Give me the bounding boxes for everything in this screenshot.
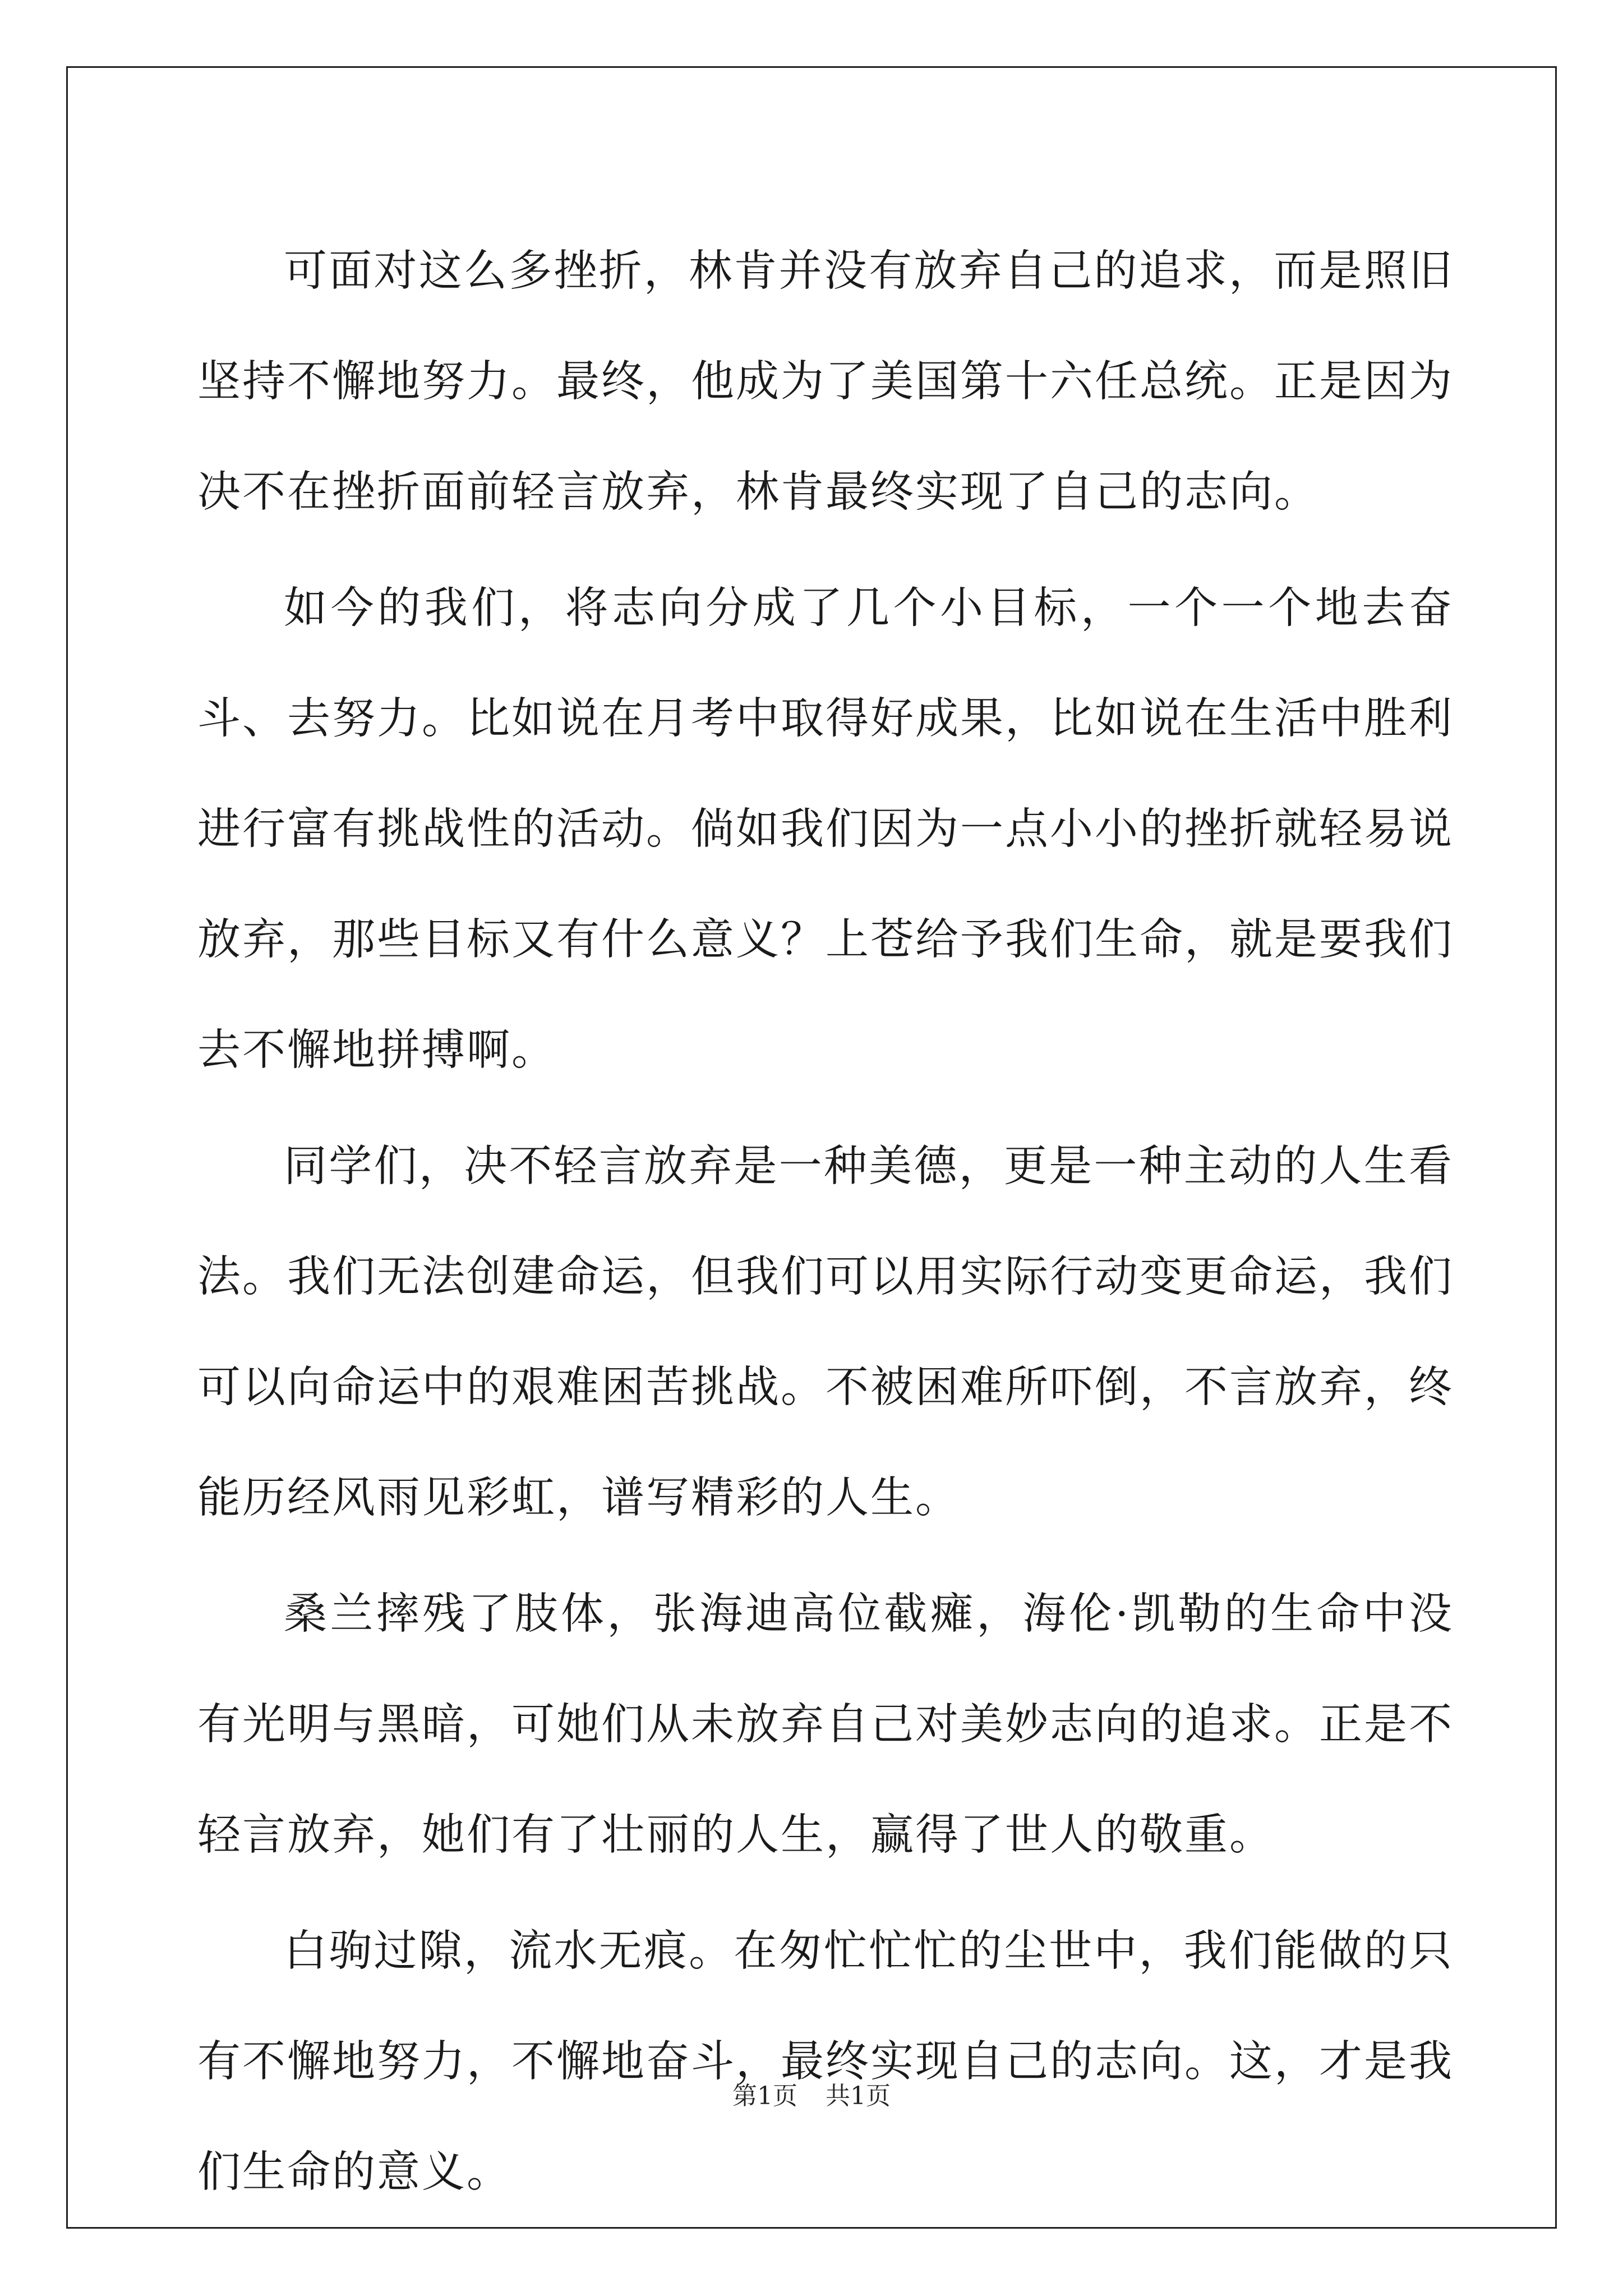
page-number: 第1页	[732, 2082, 797, 2110]
paragraph: 同学们，决不轻言放弃是一种美德，更是一种主动的人生看法。我们无法创建命运，但我们可以用实际行动变更命运，我们可以向命运中的艰难困苦挑战。不被困难所吓倒，不言放弃，终能历经风雨见彩虹，谱写精彩的人生。	[197, 1142, 1454, 1523]
page-footer	[0, 2076, 1623, 2111]
document-body	[197, 216, 1454, 2233]
page-total: 共1页	[826, 2082, 891, 2110]
paragraph: 桑兰摔残了肢体，张海迪高位截瘫，海伦·凯勒的生命中没有光明与黑暗，可她们从未放弃自己对美妙志向的追求。正是不轻言放弃，她们有了壮丽的人生，赢得了世人的敬重。	[197, 1589, 1454, 1860]
paragraph: 可面对这么多挫折，林肯并没有放弃自己的追求，而是照旧坚持不懈地努力。最终，他成为了美国第十六任总统。正是因为决不在挫折面前轻言放弃，林肯最终实现了自己的志向。	[197, 246, 1454, 517]
paragraph: 如今的我们，将志向分成了几个小目标，一个一个地去奋斗、去努力。比如说在月考中取得好成果，比如说在生活中胜利进行富有挑战性的活动。倘如我们因为一点小小的挫折就轻易说放弃，那些目标又有什么意义？上苍给予我们生命，就是要我们去不懈地拼搏啊。	[197, 583, 1454, 1075]
paragraph: 白驹过隙，流水无痕。在匆忙忙忙的尘世中，我们能做的只有不懈地努力，不懈地奋斗，最终实现自己的志向。这，才是我们生命的意义。	[197, 1926, 1454, 2197]
